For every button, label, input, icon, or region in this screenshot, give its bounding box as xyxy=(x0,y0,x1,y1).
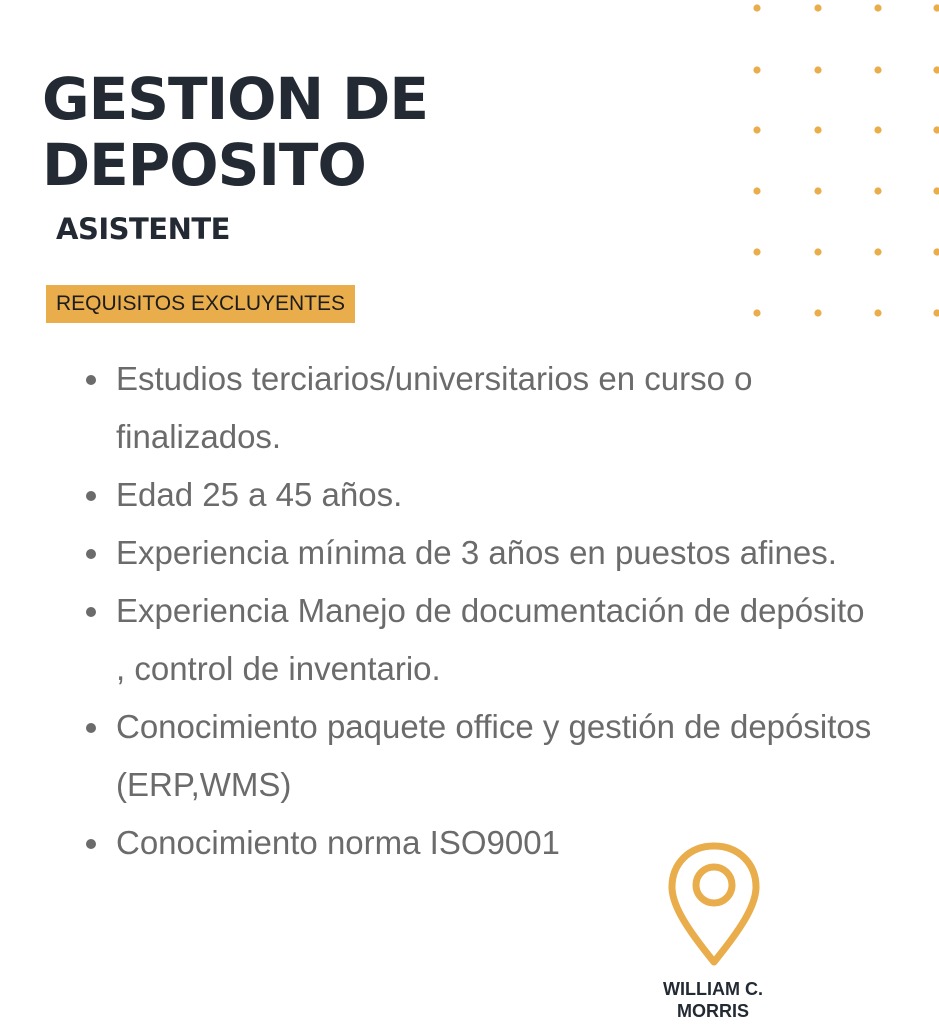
page-title xyxy=(42,66,428,198)
decorative-dot xyxy=(753,248,760,255)
decorative-dot xyxy=(814,187,821,194)
decorative-dot xyxy=(874,248,881,255)
decorative-dot xyxy=(874,66,881,73)
decorative-dot xyxy=(933,187,939,194)
decorative-dot xyxy=(814,66,821,73)
location-pin-icon xyxy=(662,838,766,968)
requirement-item: Experiencia mínima de 3 años en puestos afines. xyxy=(84,524,874,582)
decorative-dot xyxy=(814,4,821,11)
decorative-dot xyxy=(933,66,939,73)
requirement-item: Edad 25 a 45 años. xyxy=(84,466,874,524)
requirement-item: Conocimiento norma ISO9001 xyxy=(84,814,874,872)
decorative-dot xyxy=(933,309,939,316)
company-name xyxy=(640,978,786,1022)
decorative-dot xyxy=(814,126,821,133)
title-line-2: DEPOSITO xyxy=(42,131,366,199)
decorative-dot xyxy=(753,187,760,194)
decorative-dot xyxy=(753,309,760,316)
decorative-dot xyxy=(814,248,821,255)
decorative-dot xyxy=(753,66,760,73)
decorative-dot xyxy=(753,126,760,133)
decorative-dot xyxy=(874,187,881,194)
requirements-badge: REQUISITOS EXCLUYENTES xyxy=(46,285,355,323)
decorative-dot xyxy=(933,4,939,11)
decorative-dot xyxy=(874,126,881,133)
requirement-item: Experiencia Manejo de documentación de depósito , control de inventario. xyxy=(84,582,874,698)
title-line-1: GESTION DE xyxy=(42,65,428,133)
company-name-line-2: MORRIS xyxy=(677,1001,749,1021)
requirements-list xyxy=(84,350,874,872)
requirement-item: Estudios terciarios/universitarios en curso o finalizados. xyxy=(84,350,874,466)
decorative-dot xyxy=(933,126,939,133)
company-name-line-1: WILLIAM C. xyxy=(663,979,763,999)
decorative-dot xyxy=(753,4,760,11)
decorative-dot xyxy=(874,309,881,316)
decorative-dot xyxy=(874,4,881,11)
decorative-dot xyxy=(933,248,939,255)
decorative-dot xyxy=(814,309,821,316)
job-subtitle: ASISTENTE xyxy=(56,212,230,246)
requirement-item: Conocimiento paquete office y gestión de depósitos (ERP,WMS) xyxy=(84,698,874,814)
